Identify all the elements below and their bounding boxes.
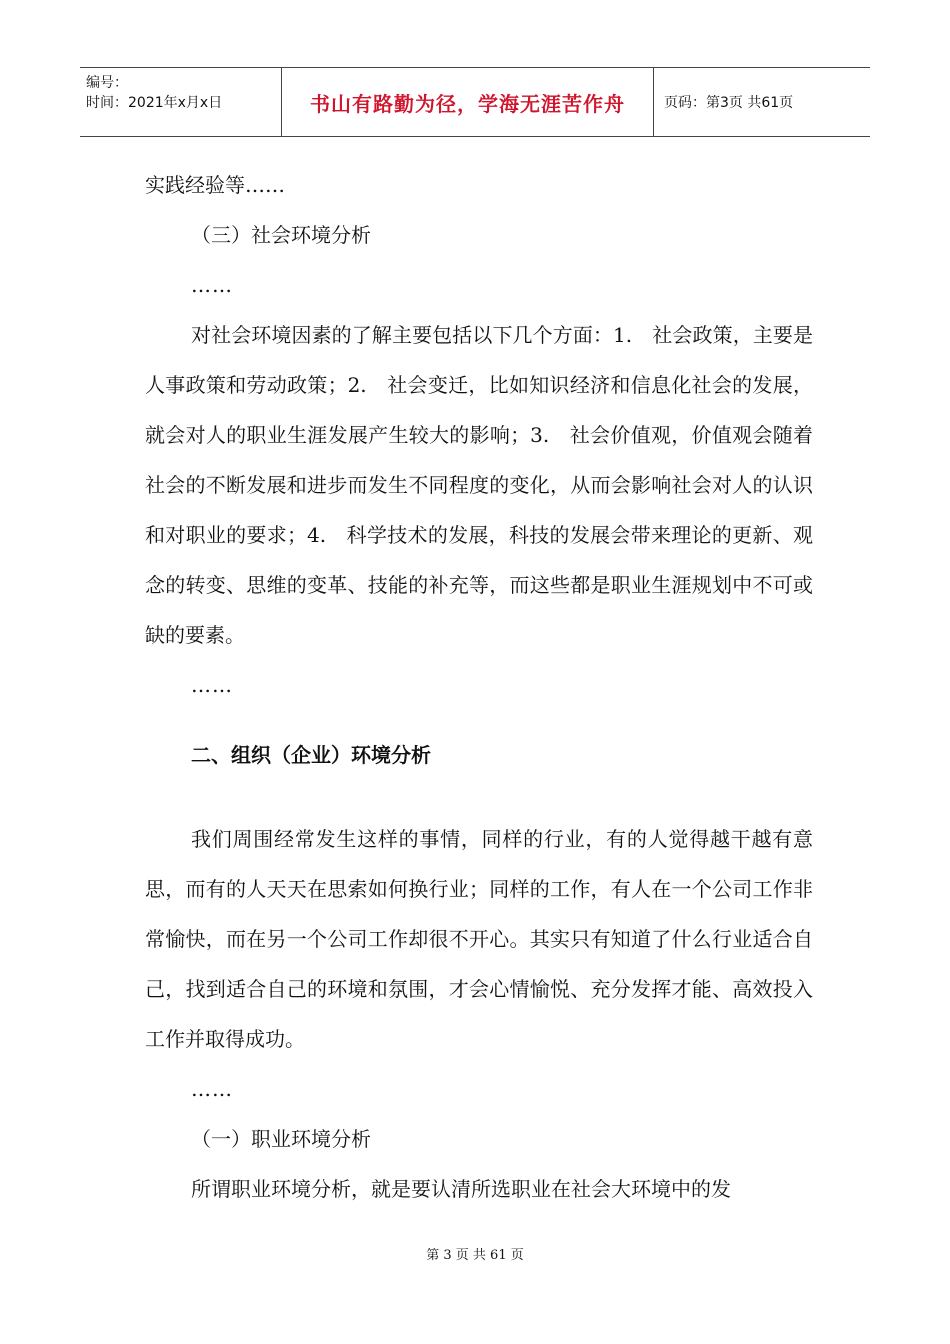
header-page-code: 页码：第3页 共61页 [664,95,794,111]
section-title-career-environment: （一）职业环境分析 [191,1127,371,1151]
ellipsis-2: …… [191,673,233,697]
section-heading-organization: 二、组织（企业）环境分析 [191,743,431,767]
paragraph-social-factors: 对社会环境因素的了解主要包括以下几个方面：1. 社会政策，主要是人事政策和劳动政策；2. 社会变迁，比如知识经济和信息化社会的发展，就会对人的职业生涯发展产生较大的影响；3. 社会价值观，价值观会随着社会的不断发展和进步而发生不同程度的变化，从而会影响社会对人的认识和对职业的要求；4. 科学技术的发展，科技的发展会带来理论的更新、观念的转变、思维的变革、技能的补充等，而这些都是职业生涯规划中不可或缺的要素。 [145,323,813,647]
paragraph-organization: 我们周围经常发生这样的事情，同样的行业，有的人觉得越干越有意思，而有的人天天在思索如何换行业；同样的工作，有人在一个公司工作非常愉快，而在另一个公司工作却很不开心。其实只有知道了什么行业适合自己，找到适合自己的环境和氛围，才会心情愉悦、充分发挥才能、高效投入工作并取得成功。 [145,827,813,1051]
header-time: 时间：2021年x月x日 [86,95,223,111]
ellipsis-3: …… [191,1077,233,1101]
document-header [80,67,870,137]
paragraph-continuation: 实践经验等…… [145,173,285,197]
document-body [145,160,813,1214]
header-meta [80,68,282,136]
header-number: 编号： [86,75,128,91]
header-motto: 书山有路勤为径，学海无涯苦作舟 [282,68,654,136]
section-title-social-environment: （三）社会环境分析 [191,223,371,247]
page-footer: 第 3 页 共 61 页 [426,1248,524,1263]
paragraph-career-environment: 所谓职业环境分析，就是要认清所选职业在社会大环境中的发 [191,1177,731,1201]
ellipsis-1: …… [191,273,233,297]
